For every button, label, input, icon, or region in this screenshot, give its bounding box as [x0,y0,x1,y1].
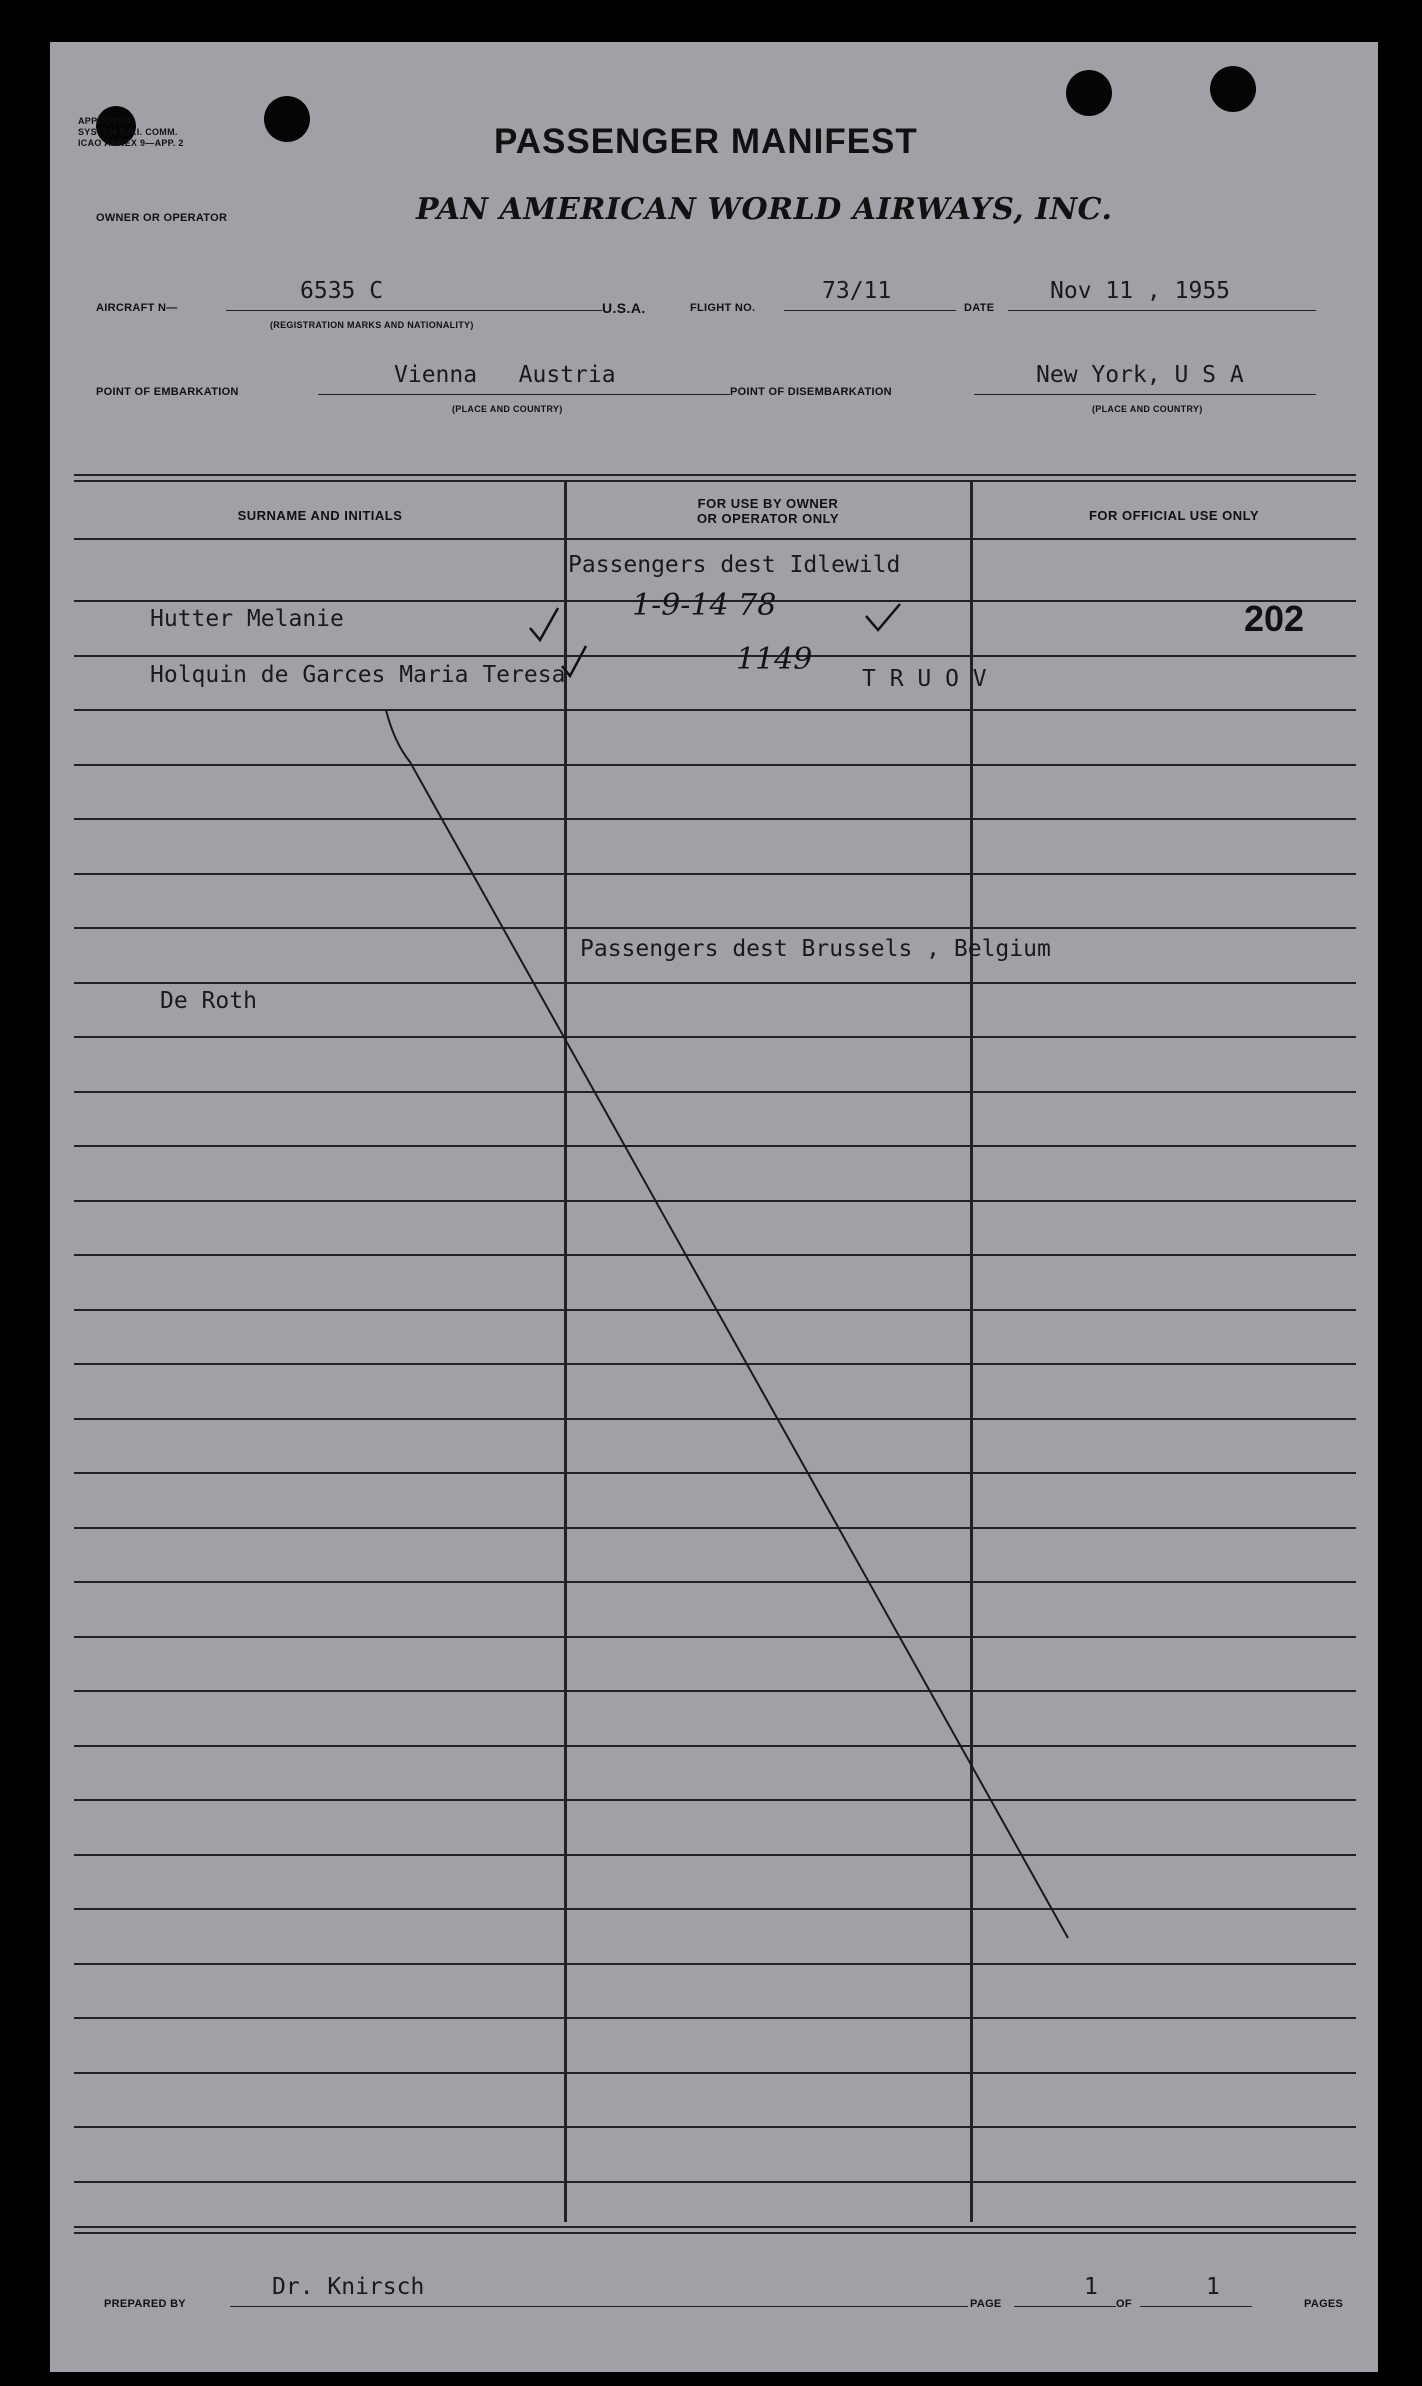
prepared-value: Dr. Knirsch [272,2274,425,2300]
prepared-underline [230,2306,968,2307]
approval-line: ICAO ANNEX 9—APP. 2 [78,138,184,148]
passenger-code: 1-9-14 78 [632,588,777,623]
pages-label: PAGES [1304,2298,1344,2310]
official-number: 202 [1244,598,1305,639]
page-label: PAGE [970,2298,1002,2310]
aircraft-value: 6535 C [300,278,384,304]
usa-label: U.S.A. [602,300,646,316]
checkmark-icon [562,646,586,676]
approval-line: SYSTEM F.A.I. COMM. [78,127,178,137]
disembark-label: POINT OF DISEMBARKATION [730,386,892,398]
checkmark-icon [866,604,900,630]
flight-label: FLIGHT NO. [690,302,756,314]
flight-value: 73/11 [822,278,892,304]
prepared-label: PREPARED BY [104,2298,186,2310]
column-header-owner-line: OR OPERATOR ONLY [696,511,840,526]
group-heading: Passengers dest Brussels , Belgium [580,936,1051,962]
of-underline [1140,2306,1252,2307]
of-label: OF [1116,2298,1132,2310]
column-header-official: FOR OFFICIAL USE ONLY [1088,508,1260,523]
passenger-note: T R U O V [862,666,987,692]
manifest-sheet [50,42,1378,2372]
cancellation-stroke [386,710,1068,1938]
column-header-surname: SURNAME AND INITIALS [237,508,403,523]
total-pages: 1 [1206,2274,1220,2300]
aircraft-label: AIRCRAFT N— [96,302,178,314]
aircraft-sublabel: (REGISTRATION MARKS AND NATIONALITY) [270,320,474,330]
checkmark-icon [530,608,558,640]
passenger-name: Hutter Melanie [150,606,344,632]
passenger-name: De Roth [160,988,257,1014]
page-title: PASSENGER MANIFEST [494,122,918,161]
pen-marks [50,42,1378,2372]
approval-line: APPROVED [78,116,131,126]
embark-label: POINT OF EMBARKATION [96,386,239,398]
disembark-value: New York, U S A [1036,362,1244,388]
page-underline [1014,2306,1116,2307]
embark-value: Vienna Austria [394,362,616,388]
airline-name: PAN AMERICAN WORLD AIRWAYS, INC. [416,192,1113,227]
embark-sublabel: (PLACE AND COUNTRY) [452,404,563,414]
date-value: Nov 11 , 1955 [1050,278,1231,304]
passenger-name: Holquin de Garces Maria Teresa [150,662,566,688]
passenger-code: 1149 [736,642,813,677]
page-number: 1 [1084,2274,1098,2300]
owner-label: OWNER OR OPERATOR [96,212,228,224]
disembark-sublabel: (PLACE AND COUNTRY) [1092,404,1203,414]
date-label: DATE [964,302,995,314]
group-heading: Passengers dest Idlewild [568,552,901,578]
column-header-owner-line: FOR USE BY OWNER [697,496,839,511]
